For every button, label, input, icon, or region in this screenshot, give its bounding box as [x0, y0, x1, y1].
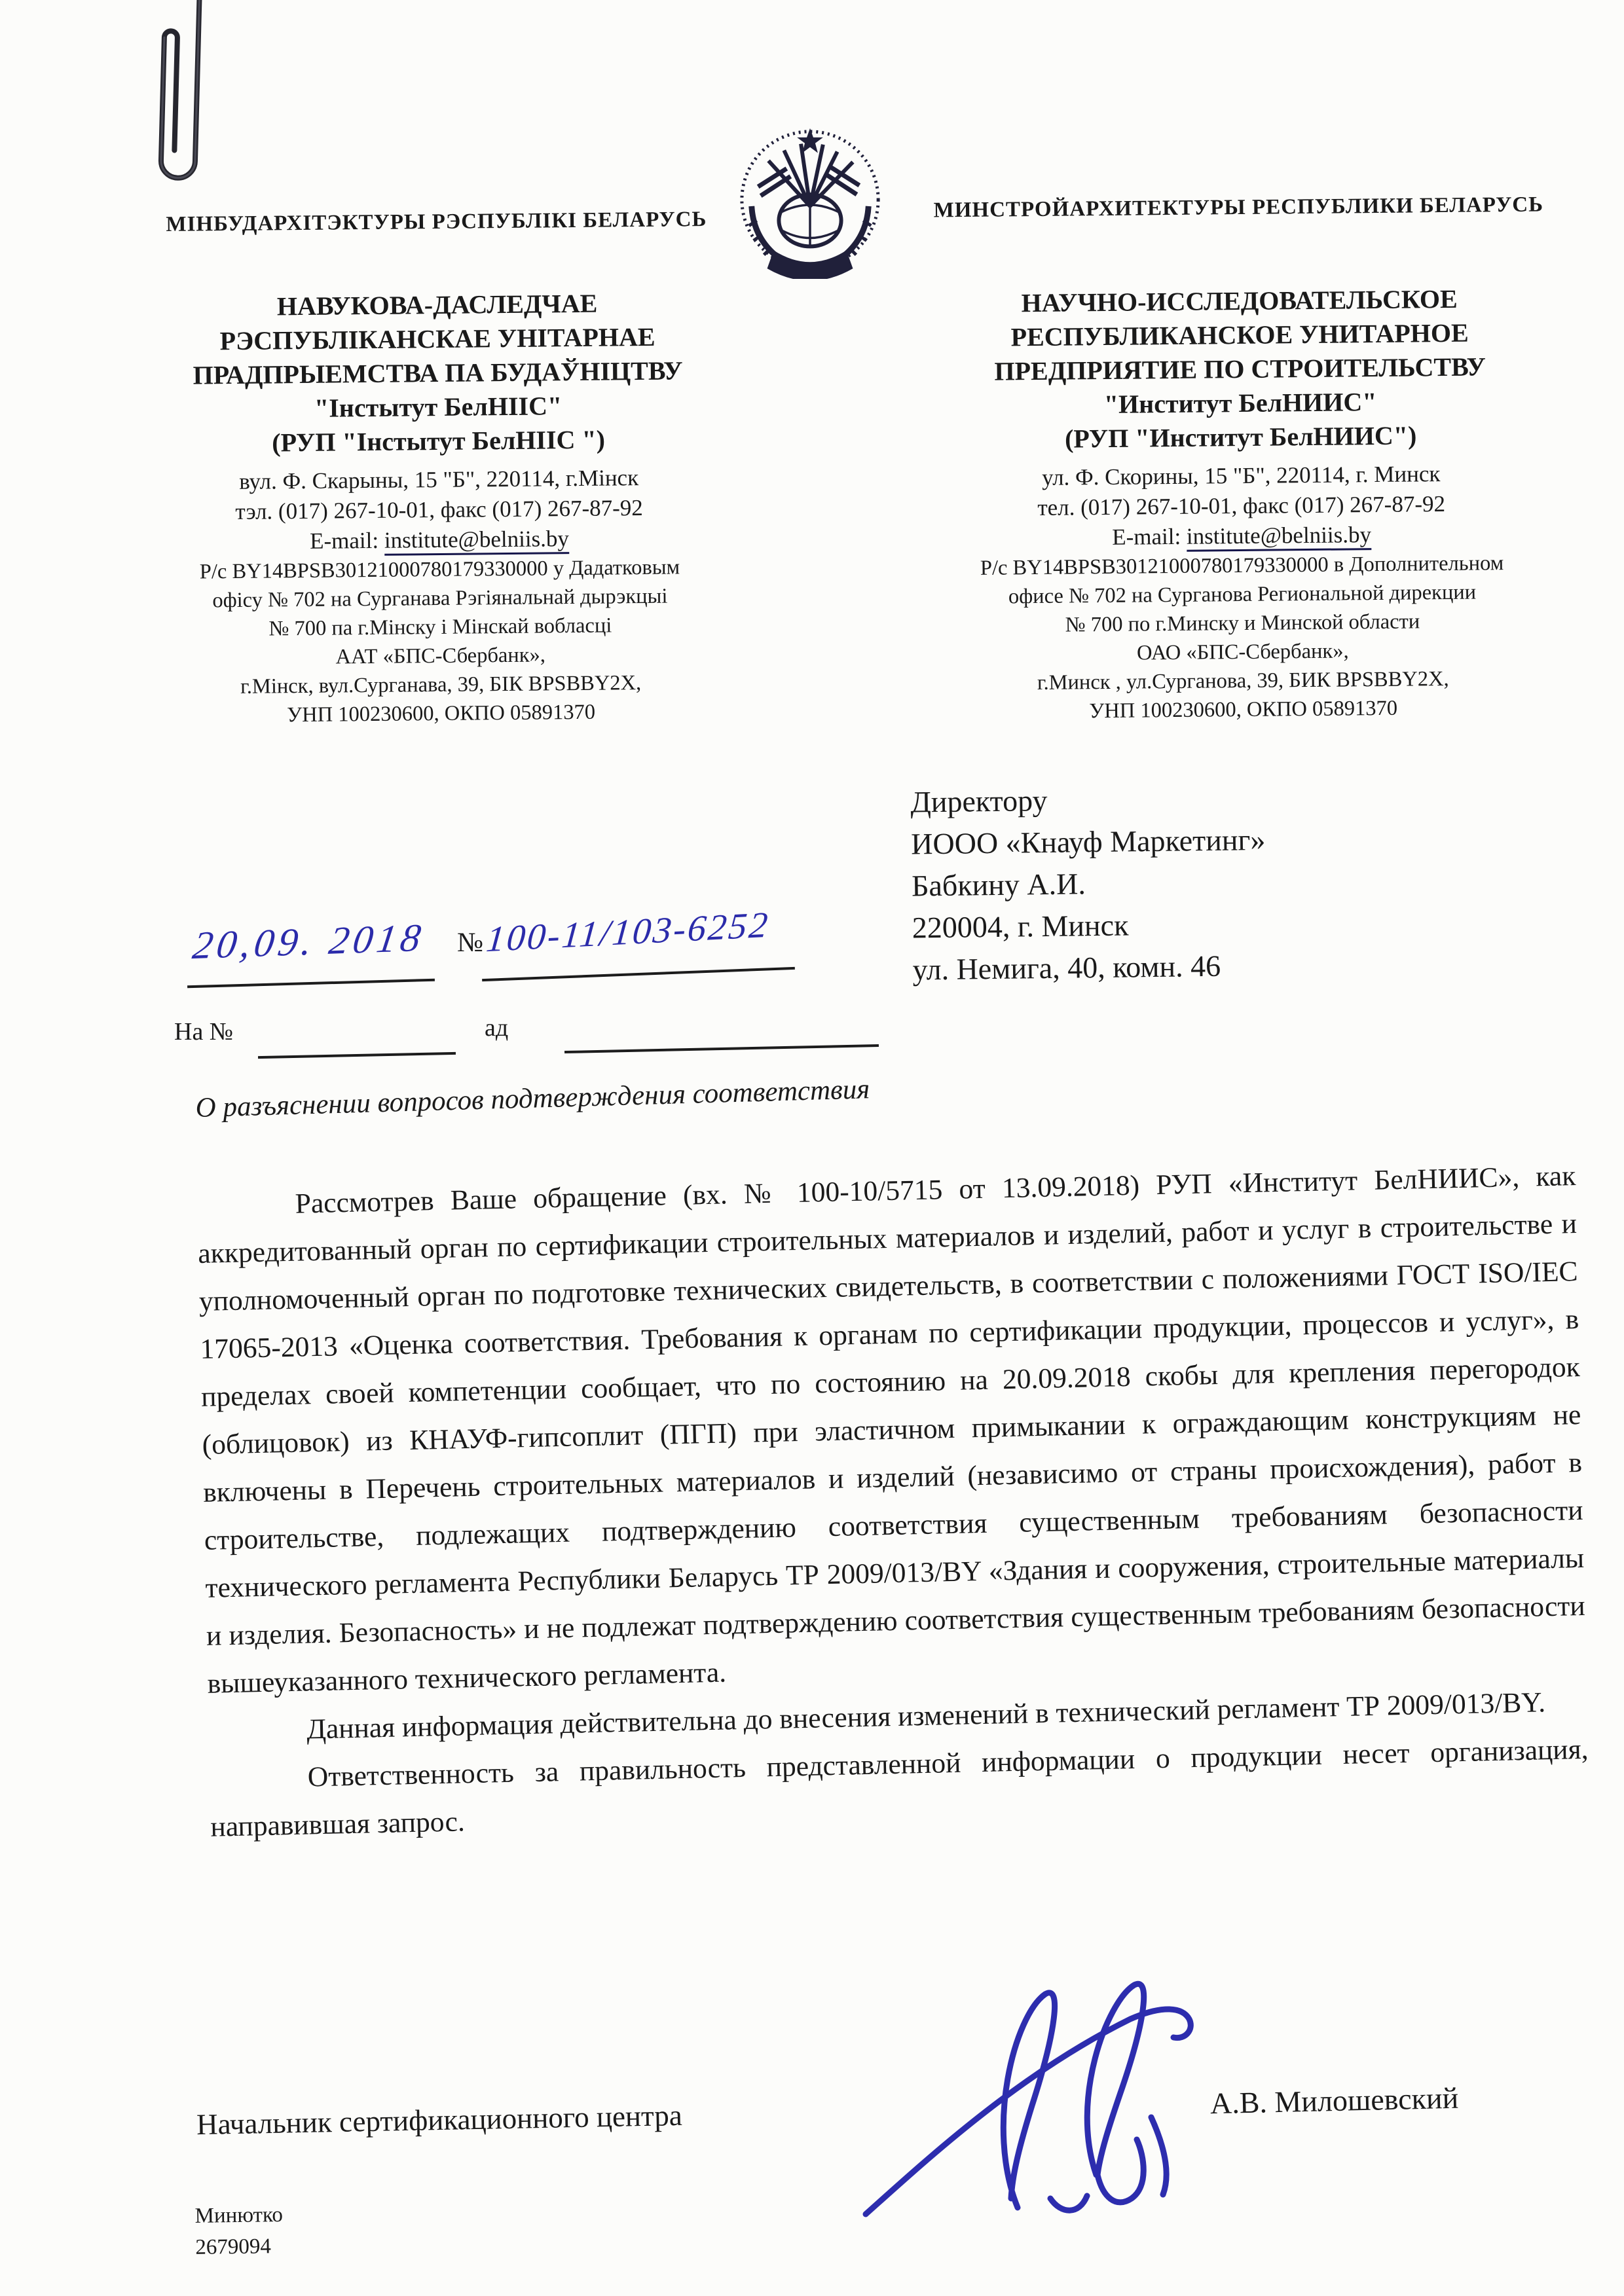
- executor-phone: 2679094: [195, 2234, 272, 2259]
- org-address-ru: ул. Ф. Скорины, 15 "Б", 220114, г. Минск тел. (017) 267-10-01, факс (017) 267-87-92 E-mail: institute@belniis.by: [905, 458, 1578, 555]
- date-underline: [187, 979, 435, 989]
- number-underline: [482, 967, 795, 981]
- bank-details-ru: Р/с BY14BPSB30121000780179330000 в Дополнительном офисе № 702 на Сурганова Региональной дирекции № 700 по г.Минску и Минской области ОАО «БПС-Сбербанк», г.Минск , ул.Сурганова, 39, БИК BPSBBY2X, УНП 100230600, ОКПО 05891370: [980, 551, 1504, 723]
- subject-line: О разъяснении вопросов подтверждения соответствия: [195, 1074, 870, 1123]
- signer-name: А.В. Милошевский: [1209, 2081, 1459, 2121]
- email-address: institute@belniis.by: [1187, 522, 1371, 552]
- body-paragraph: Ответственность за правильность представленной информации о продукции несет организация, направившая запрос.: [210, 1733, 1589, 1843]
- on-number-label: На №: [174, 1018, 234, 1046]
- ministry-name-by: МІНБУДАРХІТЭКТУРЫ РЭСПУБЛІКІ БЕЛАРУСЬ: [166, 208, 707, 236]
- paperclip-icon: [147, 0, 221, 225]
- bank-details-by: Р/с BY14BPSB30121000780179330000 у Дадатковым офісу № 702 на Сурганава Рэгіянальнай дырэкцыі № 700 па г.Мінску і Мінскай вобласці ААТ «БПС-Сбербанк», г.Мінск, вул.Сурганава, 39, БІК BPSBBY2X, УНП 100230600, ОКПО 05891370: [199, 555, 680, 727]
- email-address: institute@belniis.by: [384, 526, 569, 556]
- recipient-line: Бабкину А.И.: [911, 867, 1086, 903]
- email-label: E-mail:: [1112, 523, 1181, 550]
- recipient-line: Директору: [910, 783, 1048, 819]
- handwritten-outgoing-number: 100-11/103-6252: [484, 904, 771, 960]
- ministry-name-ru: МИНСТРОЙАРХИТЕКТУРЫ РЕСПУБЛИКИ БЕЛАРУСЬ: [933, 192, 1544, 223]
- recipient-line: ИООО «Кнауф Маркетинг»: [910, 822, 1266, 861]
- belarus-coat-of-arms-emblem: [732, 123, 888, 279]
- recipient-block: [910, 774, 1502, 991]
- body-paragraph: Данная информация действительна до внесения изменений в технический регламент ТР 2009/013/BY.: [306, 1686, 1546, 1745]
- from-date-label: ад: [485, 1014, 509, 1042]
- signer-position: Начальник сертификационного центра: [196, 2098, 683, 2141]
- handwritten-date: 20,09. 2018: [190, 915, 428, 968]
- from-date-underline: [564, 1044, 879, 1053]
- recipient-line: 220004, г. Минск: [912, 908, 1129, 945]
- recipient-line: ул. Немига, 40, комн. 46: [912, 949, 1221, 987]
- letter-body: [196, 1152, 1590, 1851]
- executor-name: Минютко: [194, 2203, 284, 2228]
- email-label: E-mail:: [309, 527, 379, 554]
- org-name-by: НАВУКОВА-ДАСЛЕДЧАЕ РЭСПУБЛІКАНСКАЕ УНІТАРНАЕ ПРАДПРЫЕМСТВА ПА БУДАЎНІЦТВУ "Інстытут БелНІІС" (РУП "Інстытут БелНІІС "): [193, 288, 683, 458]
- on-number-underline: [258, 1052, 456, 1059]
- executor-block: [194, 2199, 283, 2263]
- org-name-ru: НАУЧНО-ИССЛЕДОВАТЕЛЬСКОЕ РЕСПУБЛИКАНСКОЕ УНИТАРНОЕ ПРЕДПРИЯТИЕ ПО СТРОИТЕЛЬСТВУ "Институт БелНИИС" (РУП "Институт БелНИИС"): [994, 283, 1486, 454]
- org-address-by: вул. Ф. Скарыны, 15 "Б", 220114, г.Мінск тэл. (017) 267-10-01, факс (017) 267-87-92 E-mail: institute@belniis.by: [149, 462, 729, 558]
- body-paragraph: Рассмотрев Ваше обращение (вх. № 100-10/5715 от 13.09.2018) РУП «Институт БелНИИС», как аккредитованный орган по сертификации строительных материалов и изделий, работ и услуг в строительстве и уполномоченный орган по подготовке технических свидетельств, в соответствии с положениями ГОСТ ISO/IEC 17065-2013 «Оценка соответствия. Требования к органам по сертификации продукции, процессов и услуг», в пределах своей компетенции сообщает, что по состоянию на 20.09.2018 скобы для крепления перегородок (облицовок) из КНАУФ-гипсоплит (ПГП) при эластичном примыкании к ограждающим конструкциям не включены в Перечень строительных материалов и изделий (независимо от страны происхождения), работ в строительстве, подлежащих подтверждению соответствия существенным требованиям безопасности технического регламента Республики Беларусь ТР 2009/013/BY «Здания и сооружения, строительные материалы и изделия. Безопасность» и не подлежат подтверждению соответствия существенным требованиям безопасности вышеуказанного технического регламента.: [197, 1160, 1586, 1700]
- number-sign-label: №: [457, 928, 484, 958]
- letterhead-left: [147, 206, 731, 731]
- letterhead-right: [902, 191, 1579, 727]
- handwritten-signature: [855, 1955, 1261, 2236]
